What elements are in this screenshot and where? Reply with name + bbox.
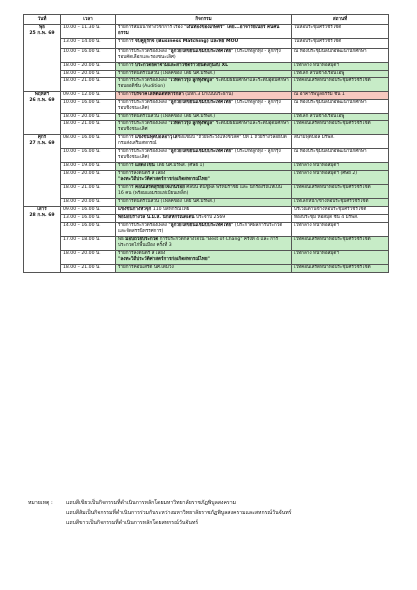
activity-text-pre: รายการดนตรีในสวน (ไฟล์คของ โดย นศ.มรพส.) <box>118 199 216 204</box>
activity-cell <box>116 92 292 100</box>
time-cell: 10.00 – 16.00 น. <box>61 49 116 63</box>
table-row <box>24 71 389 78</box>
time-cell: 18.00 – 19.00 น. <box>61 163 116 171</box>
activity-text-bold: "ลูกวัยใสขยันแชมป์ประเทศไทย" <box>168 149 234 154</box>
activity-text-pre: พิธี <box>118 237 126 242</box>
venue-cell: เวทีกลาง หน้าหอสมุดฯ <box>292 251 389 265</box>
activity-cell <box>116 49 292 63</box>
time-cell: 09.00 – 16.00 น. <box>61 207 116 215</box>
activity-text-bold: "ลงทะวิถีประวัติศาสตร์การก่อเกิดสหกรณ์ไทย" <box>118 176 210 182</box>
time-cell: 08.00 – 16.00 น. <box>61 135 116 149</box>
note-line: แถบสีเขียวเป็นกิจกรรมที่ดำเนินการหลักโดยมหาวิทยาลัยราชภัฏพิบูลสงคราม <box>66 500 237 506</box>
activity-text-pre: รายการคอนเสิร์ต นศ.เดิมวง <box>118 265 174 270</box>
schedule-body <box>24 25 389 273</box>
activity-text-pre: รายการประกวดร้องเพลง <box>118 223 169 228</box>
activity-cell <box>116 63 292 71</box>
activity-text-bold: "ลูกวัยใสขยันแชมป์ประเทศไทย" <box>168 100 234 105</box>
venue-cell: บริเวณด้านข้างหอประชุมศรีวชิรโชติ <box>292 207 389 215</box>
activity-cell <box>116 100 292 114</box>
day-cell: พฤหัสฯ 26 ก.พ. 69 <box>24 92 61 135</box>
note-line: แถบสีขาวเป็นกิจกรรมที่ดำเนินการหลักโดยสหกรณ์วันจันทร์ <box>66 520 199 526</box>
venue-cell: ณ ห้องประชุมนิลปภอพัฒนานักศึกษา <box>292 100 389 114</box>
table-row <box>24 100 389 114</box>
notes-label: หมายเหตุ : <box>28 500 53 506</box>
activity-text-post: ระดับมัธยมศึกษาและระดับอุดมศึกษา รอบชิงชนะเลิศ <box>118 121 289 132</box>
header-time: เวลา <box>61 15 116 25</box>
table-row <box>24 207 389 215</box>
activity-cell <box>116 71 292 78</box>
activity-cell <box>116 265 292 273</box>
table-row <box>24 265 389 273</box>
time-cell: 13.00 – 14.00 น. <box>61 39 116 49</box>
activity-text-bold: คอนเสิร์ตสุริยัยใจเกินร้อย <box>135 185 185 190</box>
activity-text-bold: "ลงทะวิถีประวัติศาสตร์การก่อเกิดสหกรณ์ไทย" <box>118 256 210 262</box>
venue-cell: เวทีกลาง หน้าหอสมุดฯ (ศิษย์ 2) <box>292 171 389 185</box>
venue-cell: เวทีเล็ก สวนข้างเรือนไอพู <box>292 71 389 78</box>
activity-cell <box>116 163 292 171</box>
venue-cell: ในหอประชุมศรีวชิรโชติ <box>292 25 389 39</box>
table-row <box>24 185 389 199</box>
table-row <box>24 135 389 149</box>
time-cell: 18.00 – 20.00 น. <box>61 63 116 71</box>
time-cell: 10.00 – 11.30 น. <box>61 25 116 39</box>
table-row <box>24 215 389 223</box>
venue-cell: เวทีคอนเสิร์ตหน้าหอประชุมศรีวชิรโชติ <box>292 265 389 273</box>
day-cell: ศุกร์ 27 ก.พ. 69 <box>24 135 61 207</box>
activity-cell <box>116 149 292 163</box>
time-cell: 18.00 – 20.00 น. <box>61 71 116 78</box>
activity-cell <box>116 199 292 207</box>
activity-cell <box>116 223 292 237</box>
time-cell: 18.00 – 21.00 น. <box>61 78 116 92</box>
day-cell: พุธ 25 ก.พ. 69 <box>24 25 61 92</box>
time-cell: 18.00 – 20.00 น. <box>61 114 116 121</box>
activity-text-post: ศิลปิน ต้นชูพล พรหมราชย์ และ นักร้องรถแห่เบ็น 16 คน (พร้อมแอมรถแห่เบียนเหล็ก) <box>118 185 282 196</box>
activity-text-bold: แข่งขันกางหัวจุก <box>118 207 152 212</box>
header-activity: กิจกรรม <box>116 15 292 25</box>
time-cell: 18.00 – 21.00 น. <box>61 185 116 199</box>
venue-cell: เวทีกลาง หน้าหอสมุดฯ <box>292 63 389 71</box>
table-row <box>24 39 389 49</box>
activity-cell <box>116 121 292 135</box>
activity-cell <box>116 25 292 39</box>
activity-text-pre: รายการ <box>118 185 136 190</box>
table-row <box>24 163 389 171</box>
time-cell: 18.00 – 20.00 น. <box>61 251 116 265</box>
venue-cell: เวทีกลาง หน้าหอสมุดฯ <box>292 223 389 237</box>
activity-text-pre: รายการประกวดร้องเพลง <box>118 100 169 105</box>
venue-cell: เวทีคอนเสิร์ตหน้าหอประชุมศรีวชิรโชติ <box>292 185 389 199</box>
activity-text-pre: รายการสัมมนาทางวิชาการ เรื่อง <box>118 25 185 30</box>
table-row <box>24 114 389 121</box>
activity-text-post: (ประเภทลูกทุ่ง - ลูกกรุง รอบคัดเลือกและรองชนะเลิศ) <box>118 49 281 60</box>
activity-cell <box>116 207 292 215</box>
time-cell: 18.00 – 21.00 น. <box>61 265 116 273</box>
notes-lines <box>66 498 291 528</box>
activity-text-pre: รายการลงดนตรี สี่ เลียง <box>118 171 166 176</box>
activity-cell <box>116 135 292 149</box>
activity-text-bold: "ลูกวัยใสขยันแชมป์ประเทศไทย" <box>168 49 234 54</box>
time-cell: 14.00 – 16.00 น. <box>61 223 116 237</box>
activity-text-pre: รายการประกวดร้องเพลง <box>118 49 169 54</box>
activity-text-post: (ประกาศผลการประกวดและจัดสรรนิทรรศการ) <box>118 223 283 234</box>
venue-cell: เวทีคอนเสิร์ตหน้าหอประชุมศรีวชิรโชติ <box>292 237 389 251</box>
activity-text-pre: รายการ <box>118 163 136 168</box>
activity-text-pre: รายการดนตรีในสวน (ไฟล์คของ โดย นศ.มรพส.) <box>118 71 216 76</box>
activity-text-bold: บริจาคโลหิตแด่ทหารกล้า <box>133 92 184 97</box>
activity-text-post: การประกวดกลางใจใน "Best of Chang" ครั้งที่ 4 และ การประกวดไก่พื้นเมือง ครั้งที่ 3 <box>118 237 279 248</box>
activity-text-post: ประจำปี 2569 <box>194 215 226 220</box>
time-cell: 13.00 – 16.00 น. <box>61 215 116 223</box>
table-row <box>24 92 389 100</box>
activity-cell <box>116 215 292 223</box>
activity-text-pre: รายการประกวดร้องเพลง <box>118 78 169 83</box>
activity-cell <box>116 185 292 199</box>
activity-text-post: ชิงแชมป์ "ถ้วยพระวังแห่งช่วลัค" ปีที่ 1 ถ้วยรางวัลอธิบดีกรมส่งเสริมสหกรณ์ <box>118 135 287 146</box>
activity-text-bold: "เวทีดาวรุ่ง ลูกทุ่งพิบูล" <box>168 121 215 126</box>
table-row <box>24 223 389 237</box>
activity-cell <box>116 78 292 92</box>
activity-text-pre: รายการลงดนตรี สี่ เลียง <box>118 251 166 256</box>
venue-cell: เวทีเล็กหน้า/ข้างหอประชุมศรีวชิรโชติ <box>292 199 389 207</box>
table-row <box>24 237 389 251</box>
activity-text-pre: รายการประกวดร้องเพลง <box>118 149 169 154</box>
venue-cell: เวทีกลาง หน้าหอสมุดฯ <box>292 163 389 171</box>
activity-cell <box>116 39 292 49</box>
time-cell: 10.00 – 16.00 น. <box>61 149 116 163</box>
activity-text-bold: "ลูกวัยใสขยันแชมป์ประเทศไทย" <box>168 223 234 228</box>
venue-cell: ณ ห้องประชุมนิลปภอพัฒนานักศึกษา <box>292 149 389 163</box>
activity-cell <box>116 114 292 121</box>
activity-text-post: (ประเภทลูกทุ่ง - ลูกกรุง รอบชิงชนะเลิศ) <box>118 149 281 160</box>
activity-text-post: (ประเภทลูกทุ่ง - ลูกกรุง รอบชิงชนะเลิศ) <box>118 100 281 111</box>
time-cell: 18.00 – 20.00 น. <box>61 171 116 185</box>
table-row <box>24 251 389 265</box>
table-row <box>24 199 389 207</box>
table-row <box>24 25 389 39</box>
table-row <box>24 49 389 63</box>
venue-cell: ห้องประชุม หอสมุด ชั้น 4 มรพส. <box>292 215 389 223</box>
time-cell: 10.00 – 16.00 น. <box>61 100 116 114</box>
table-row <box>24 78 389 92</box>
activity-text-pre: รายการ <box>118 135 136 140</box>
venue-cell: ในหอประชุมศรีวชิรโชติ <box>292 39 389 49</box>
activity-text-bold: มอบถ้วยประกวด <box>125 237 159 242</box>
table-row <box>24 121 389 135</box>
activity-text-bold: "เงินทองของเกษตร" โดย...อาจารย์เนียร์ คนคันธรรม <box>118 25 280 36</box>
venue-cell: สนามฟุตบอล มรพส. <box>292 135 389 149</box>
header-row <box>24 15 389 25</box>
time-cell: 18.00 – 20.00 น. <box>61 199 116 207</box>
header-day: วันที่ <box>24 15 61 25</box>
activity-text-post: โดย นศ.มรพส. (ศิษย์ 1) <box>154 163 205 168</box>
activity-text-bold: พิธีมอบรางวัล น.ม.ส. นักสหกรณ์ดีเด่น <box>118 215 195 220</box>
activity-text-pre: รายการประกวดร้องเพลง <box>118 121 169 126</box>
activity-text-pre: รายการ <box>118 63 136 68</box>
schedule-table <box>23 14 389 273</box>
table-row <box>24 171 389 185</box>
venue-cell: เวทีเล็ก สวนข้างเรือนไอพู <box>292 114 389 121</box>
activity-text-pre: รายการ <box>118 92 134 97</box>
header-venue: สถานที่ <box>292 15 389 25</box>
venue-cell: เวทีคอนเสิร์ตหน้าหอประชุมศรีวชิรโชติ <box>292 121 389 135</box>
activity-cell <box>116 171 292 185</box>
activity-text-post: ระดับมัธยมศึกษาและระดับอุดมศึกษา รอบออดิชั่น (Audition) <box>118 78 289 89</box>
time-cell: 18.00 – 21.00 น. <box>61 121 116 135</box>
activity-text-post: 110 ปีสหกรณ์ไทย <box>151 207 190 212</box>
activity-text-bold: แสดงโขน <box>135 163 155 168</box>
venue-cell: เวทีคอนเสิร์ตหน้าหอประชุมศรีวชิรโชติ <box>292 78 389 92</box>
time-cell: 09.00 – 12.00 น. <box>61 92 116 100</box>
day-cell: เสาร์ 28 ก.พ. 69 <box>24 207 61 273</box>
note-line: แถบสีส้มเป็นกิจกรรมที่ดำเนินการร่วมกันระหว่างมหาวิทยาลัยราชภัฏพิบูลสงครามและสหกรณ์วันจันทร์ <box>66 510 292 516</box>
activity-text-pre: รายการ <box>118 39 136 44</box>
venue-cell: ณ ห้องประชุมนิลปภอพัฒนานักศึกษา <box>292 49 389 63</box>
activity-text-pre: รายการดนตรีในสวน (ไฟล์คของ โดย นศ.มรพส.) <box>118 114 216 119</box>
activity-text-post: (มหก.3 มาเป็นประธาน) <box>183 92 234 97</box>
activity-text-bold: แข่งขันฟุตบอลอาวุโส <box>135 135 178 140</box>
table-row <box>24 63 389 71</box>
activity-cell <box>116 237 292 251</box>
activity-cell <box>116 251 292 265</box>
table-row <box>24 149 389 163</box>
time-cell: 17.00 – 18.00 น. <box>61 237 116 251</box>
activity-text-bold: "เวทีดาวรุ่ง ลูกทุ่งพิบูล" <box>168 78 215 83</box>
activity-text-bold: จับคู่ธุรกิจ (Business Matching) และพิธี MOU <box>135 39 239 44</box>
activity-text-bold: ประกวดธิดาจ้ามและสาวชัดราวยืนดังกุ่นงบ XL <box>135 63 229 68</box>
venue-cell: ณ อาคารพิบูลธรรม ชั้น 1 <box>292 92 389 100</box>
